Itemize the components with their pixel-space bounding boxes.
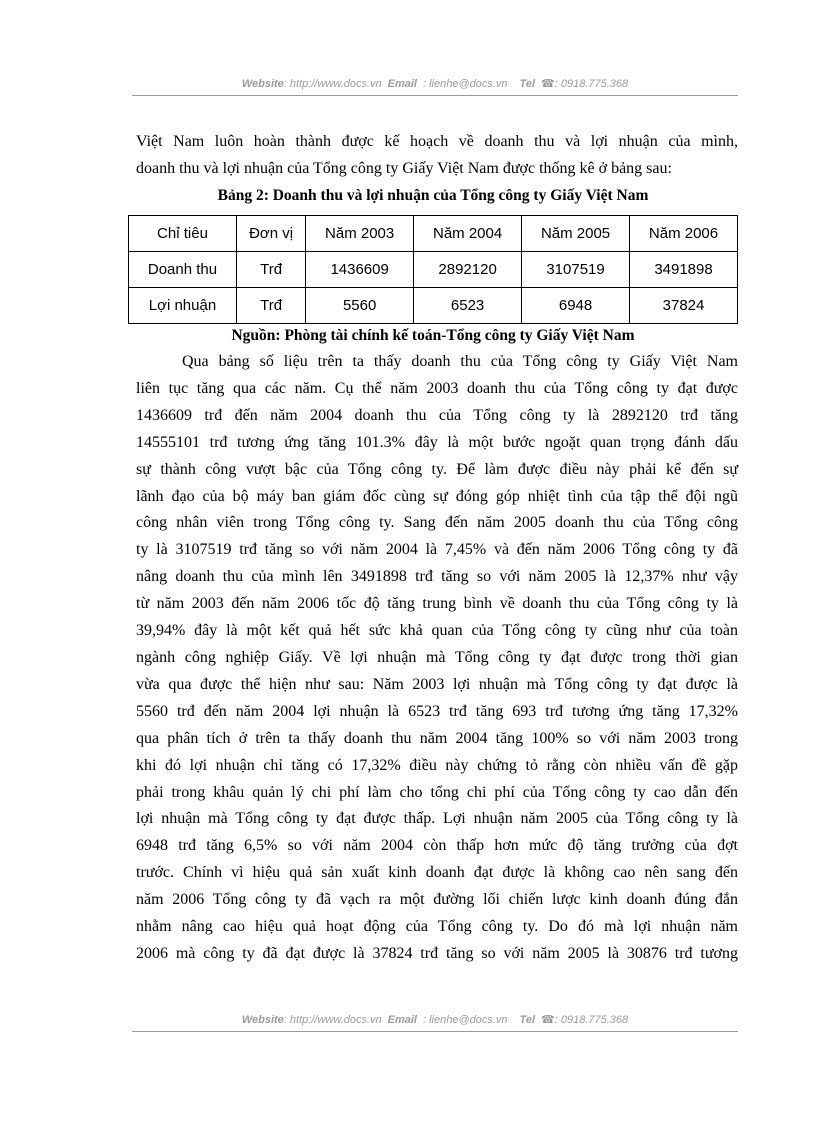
table-cell: 6948 xyxy=(522,288,630,324)
table-cell: 3491898 xyxy=(630,252,738,288)
body-line: năm 2006 Tổng công ty đã vạch ra một đường lối chiến lược kinh doanh đúng đắn xyxy=(136,891,738,909)
body-line: qua phân tích ở trên ta thấy doanh thu năm 2004 tăng 100% so với năm 2003 trong xyxy=(136,729,738,747)
body-line: 14555101 trđ tương ứng tăng 101.3% đây là một bước ngoặt quan trọng đánh dấu xyxy=(136,433,738,451)
table-cell: 3107519 xyxy=(522,252,630,288)
intro-line: doanh thu và lợi nhuận của Tổng công ty Giấy Việt Nam được thống kê ở bảng sau: xyxy=(136,159,672,177)
body-line: 2006 mà công ty đã đạt được là 37824 trđ tăng so với năm 2005 là 30876 trđ tương xyxy=(136,944,738,962)
body-line: 39,94% đây là một kết quả hết sức khả quan của Tổng công ty cũng như của toàn xyxy=(136,622,738,640)
table-cell: Trđ xyxy=(236,288,305,324)
tel-label: Tel xyxy=(519,1014,536,1026)
body-line: phải trong khâu quản lý chi phí làm cho tổng chi phí của Tổng công ty cao dẫn đến xyxy=(136,783,738,801)
intro-paragraph xyxy=(136,129,738,183)
website-url[interactable]: : http://www.docs.vn xyxy=(283,1014,382,1026)
body-line: vừa qua được thể hiện như sau: Năm 2003 lợi nhuận mà Tổng công ty đạt được là xyxy=(136,675,738,693)
table-source: Nguồn: Phòng tài chính kế toán-Tổng công ty Giấy Việt Nam xyxy=(231,327,635,344)
body-line: ngành công nghiệp Giấy. Về lợi nhuận mà Tổng công ty đạt được trong thời gian xyxy=(136,648,738,666)
phone-icon: ☎ xyxy=(541,1014,555,1026)
body-line: từ năm 2003 đến năm 2006 tốc độ tăng trung bình về doanh thu của Tổng công ty là xyxy=(136,595,738,613)
body-line: liên tục tăng qua các năm. Cụ thể năm 2003 doanh thu của Tổng công ty đạt được xyxy=(136,379,738,397)
table-header-cell: Năm 2004 xyxy=(414,216,522,252)
body-line: khi đó lợi nhuận chỉ tăng có 17,32% điều này chứng tỏ rằng còn nhiều vấn đề gặp xyxy=(136,756,738,774)
table-cell: Trđ xyxy=(236,252,305,288)
table-cell: 5560 xyxy=(306,288,414,324)
table-cell: 2892120 xyxy=(414,252,522,288)
body-line: lãnh đạo của bộ máy ban giám đốc cùng sự đóng góp nhiệt tình của tập thể đội ngũ xyxy=(136,487,738,505)
table-cell: Doanh thu xyxy=(129,252,237,288)
body-line: 6948 trđ tăng 6,5% so với năm 2004 còn thấp hơn mức độ tăng trưởng của đợt xyxy=(136,837,738,855)
body-line: ty là 3107519 trđ tăng so với năm 2004 là 7,45% và đến năm 2006 Tổng công ty đã xyxy=(136,541,738,559)
email-value[interactable]: : lienhe@docs.vn xyxy=(423,78,508,90)
table-header-cell: Năm 2005 xyxy=(522,216,630,252)
table-header-cell: Chỉ tiêu xyxy=(129,216,237,252)
table-header-cell: Năm 2006 xyxy=(630,216,738,252)
table-cell: 1436609 xyxy=(306,252,414,288)
body-line: lợi nhuận mà Tổng công ty đạt được thấp. Lợi nhuận năm 2005 của Tổng công ty là xyxy=(136,810,738,828)
table-cell: Lợi nhuận xyxy=(129,288,237,324)
table-cell: 6523 xyxy=(414,288,522,324)
website-label: Website xyxy=(241,1014,284,1026)
page-footer xyxy=(132,1013,738,1032)
body-line: Qua bảng số liệu trên ta thấy doanh thu của Tổng công ty Giấy Việt Nam xyxy=(182,353,738,370)
email-label: Email xyxy=(387,78,417,90)
body-paragraph xyxy=(136,349,738,968)
table-caption: Bảng 2: Doanh thu và lợi nhuận của Tổng công ty Giấy Việt Nam xyxy=(217,187,649,204)
body-line: 1436609 trđ đến năm 2004 doanh thu của Tổng công ty là 2892120 trđ tăng xyxy=(136,406,738,424)
phone-icon: ☎ xyxy=(541,78,555,90)
table-header-cell: Năm 2003 xyxy=(306,216,414,252)
table-header-row xyxy=(129,216,738,252)
tel-value: : 0918.775.368 xyxy=(554,78,629,90)
email-label: Email xyxy=(387,1014,417,1026)
website-url[interactable]: : http://www.docs.vn xyxy=(283,78,382,90)
email-value[interactable]: : lienhe@docs.vn xyxy=(423,1014,508,1026)
revenue-profit-table xyxy=(128,215,738,324)
intro-line: Việt Nam luôn hoàn thành được kế hoạch về doanh thu và lợi nhuận của mình, xyxy=(136,133,738,150)
body-line: trước. Chính vì hiệu quả sản xuất kinh doanh đạt được là không cao nên sang đến xyxy=(136,864,738,882)
table-cell: 37824 xyxy=(630,288,738,324)
website-label: Website xyxy=(241,78,284,90)
tel-label: Tel xyxy=(519,78,536,90)
body-line: nhằm nâng cao hiệu quả hoạt động của Tổng công ty. Do đó mà lợi nhuận năm xyxy=(136,918,738,936)
tel-value: : 0918.775.368 xyxy=(554,1014,629,1026)
body-line: sự thành công vượt bậc của Tổng công ty. Để làm được điều này phải kể đến sự xyxy=(136,460,738,478)
body-line: công nhân viên trong Tổng công ty. Sang đến năm 2005 doanh thu của Tổng công xyxy=(136,514,738,532)
body-line: nâng doanh thu của mình lên 3491898 trđ tăng so với năm 2005 là 12,37% như vậy xyxy=(136,568,738,586)
table-header-cell: Đơn vị xyxy=(236,216,305,252)
body-line: 5560 trđ đến năm 2004 lợi nhuận là 6523 trđ tăng 693 trđ tương ứng tăng 17,32% xyxy=(136,702,738,720)
table-row xyxy=(129,288,738,324)
page-header xyxy=(132,77,738,96)
table-row xyxy=(129,252,738,288)
